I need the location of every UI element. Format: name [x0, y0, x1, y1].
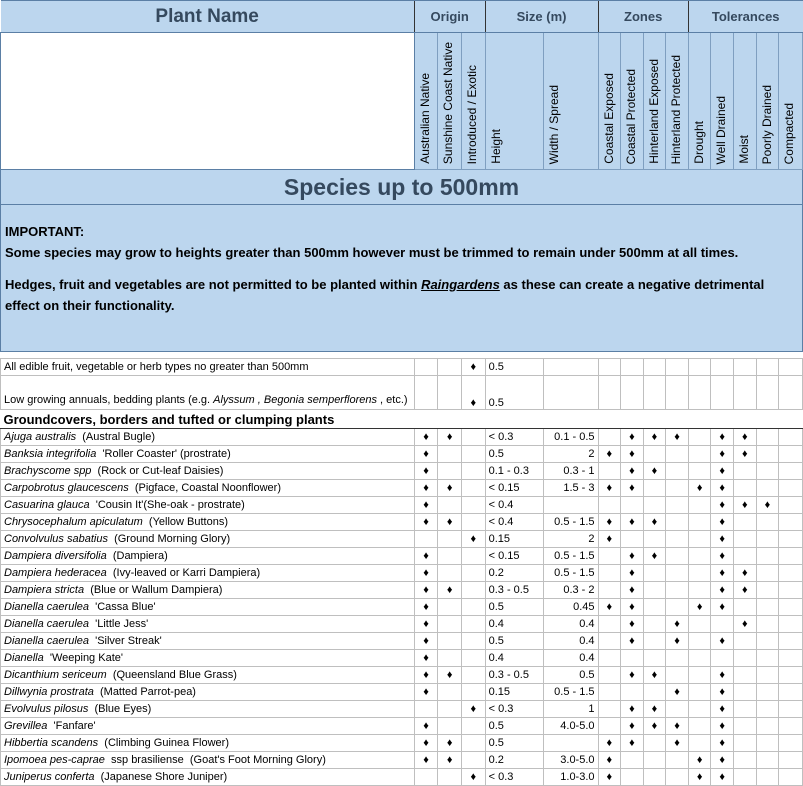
marker-cell: ♦: [711, 565, 734, 582]
column-header: Compacted: [779, 33, 803, 170]
marker-cell: ♦: [414, 684, 438, 701]
plant-row: [1, 616, 803, 633]
marker-cell: ♦: [414, 446, 438, 463]
marker-cell: ♦: [461, 701, 485, 718]
height-cell: 0.1 - 0.3: [485, 463, 544, 480]
width-cell: 0.5 - 1.5: [544, 514, 598, 531]
height-cell: < 0.3: [485, 701, 544, 718]
marker-cell: ♦: [414, 650, 438, 667]
plant-row: [1, 531, 803, 548]
column-header: Introduced / Exotic: [461, 33, 485, 170]
width-cell: 1.0-3.0: [544, 769, 598, 786]
column-header: Coastal Exposed: [598, 33, 621, 170]
marker-cell: ♦: [711, 701, 734, 718]
marker-cell: ♦: [414, 735, 438, 752]
marker-cell: ♦: [461, 531, 485, 548]
marker-cell: ♦: [711, 480, 734, 497]
tolerances-group-header: Tolerances: [688, 1, 802, 33]
width-cell: 0.4: [544, 650, 598, 667]
marker-cell: ♦: [711, 752, 734, 769]
plant-name-cell: Carpobrotus glaucescens (Pigface, Coastal Noonflower): [1, 480, 415, 497]
plant-name-cell: Ipomoea pes-caprae ssp brasiliense (Goat's Foot Morning Glory): [1, 752, 415, 769]
width-cell: 2: [544, 446, 598, 463]
marker-cell: ♦: [414, 463, 438, 480]
height-cell: 0.4: [485, 650, 544, 667]
marker-cell: ♦: [598, 599, 621, 616]
general-row: [1, 359, 803, 376]
plant-name-cell: Dillwynia prostrata (Matted Parrot-pea): [1, 684, 415, 701]
marker-cell: ♦: [711, 769, 734, 786]
notice-line-1: Some species may grow to heights greater than 500mm however must be trimmed to remain under 500mm at all times.: [5, 245, 739, 260]
marker-cell: ♦: [711, 548, 734, 565]
width-cell: 1.5 - 3: [544, 480, 598, 497]
marker-cell: ♦: [688, 769, 711, 786]
plant-row: [1, 752, 803, 769]
plant-row: [1, 769, 803, 786]
plant-name-cell: Dianella caerulea 'Silver Streak': [1, 633, 415, 650]
marker-cell: ♦: [621, 735, 644, 752]
width-cell: [544, 497, 598, 514]
marker-cell: ♦: [621, 616, 644, 633]
plant-row: [1, 633, 803, 650]
height-cell: 0.5: [485, 633, 544, 650]
height-cell: 0.5: [485, 446, 544, 463]
marker-cell: ♦: [598, 752, 621, 769]
plant-name-cell: Grevillea 'Fanfare': [1, 718, 415, 735]
marker-cell: ♦: [438, 514, 462, 531]
marker-cell: ♦: [666, 735, 689, 752]
marker-cell: ♦: [643, 463, 666, 480]
marker-cell: ♦: [643, 429, 666, 446]
marker-cell: ♦: [621, 548, 644, 565]
marker-cell: ♦: [414, 667, 438, 684]
marker-cell: ♦: [666, 616, 689, 633]
marker-cell: ♦: [643, 667, 666, 684]
plant-row: [1, 429, 803, 446]
width-cell: 0.4: [544, 616, 598, 633]
plant-name-cell: Dampiera diversifolia (Dampiera): [1, 548, 415, 565]
height-cell: < 0.3: [485, 769, 544, 786]
height-cell: 0.2: [485, 752, 544, 769]
marker-cell: ♦: [711, 463, 734, 480]
marker-cell: ♦: [438, 735, 462, 752]
marker-cell: ♦: [688, 752, 711, 769]
height-cell: 0.3 - 0.5: [485, 667, 544, 684]
plant-name-cell: Convolvulus sabatius (Ground Morning Glory): [1, 531, 415, 548]
marker-cell: ♦: [414, 616, 438, 633]
marker-cell: ♦: [643, 548, 666, 565]
plant-row: [1, 582, 803, 599]
marker-cell: ♦: [711, 446, 734, 463]
plant-name-header: Plant Name: [1, 1, 415, 33]
height-cell: 0.5: [485, 376, 544, 410]
width-cell: [544, 359, 598, 376]
zones-group-header: Zones: [598, 1, 688, 33]
width-cell: [544, 376, 598, 410]
origin-group-header: Origin: [414, 1, 485, 33]
marker-cell: ♦: [621, 480, 644, 497]
marker-cell: ♦: [621, 565, 644, 582]
column-header: Poorly Drained: [756, 33, 779, 170]
marker-cell: ♦: [598, 514, 621, 531]
marker-cell: ♦: [711, 429, 734, 446]
column-header-row: [1, 33, 803, 170]
plant-row: [1, 735, 803, 752]
height-cell: 0.5: [485, 359, 544, 376]
marker-cell: ♦: [688, 599, 711, 616]
marker-cell: ♦: [438, 752, 462, 769]
height-cell: 0.15: [485, 531, 544, 548]
section-title: Species up to 500mm: [1, 170, 803, 205]
column-header: Drought: [688, 33, 711, 170]
notice-line-2: Hedges, fruit and vegetables are not permitted to be planted within Raingardens as these can create a negative detrimental effect on their functionality.: [5, 277, 765, 313]
width-cell: 2: [544, 531, 598, 548]
plant-name-cell: All edible fruit, vegetable or herb types no greater than 500mm: [1, 359, 415, 376]
plant-row: [1, 650, 803, 667]
column-header: Width / Spread: [544, 33, 598, 170]
marker-cell: ♦: [711, 531, 734, 548]
marker-cell: ♦: [711, 718, 734, 735]
height-cell: 0.3 - 0.5: [485, 582, 544, 599]
marker-cell: ♦: [438, 582, 462, 599]
marker-cell: ♦: [688, 480, 711, 497]
height-cell: < 0.15: [485, 480, 544, 497]
plant-name-cell: Banksia integrifolia 'Roller Coaster' (prostrate): [1, 446, 415, 463]
marker-cell: ♦: [414, 718, 438, 735]
marker-cell: ♦: [461, 376, 485, 410]
marker-cell: ♦: [711, 667, 734, 684]
width-cell: 0.1 - 0.5: [544, 429, 598, 446]
height-cell: 0.5: [485, 599, 544, 616]
marker-cell: ♦: [643, 718, 666, 735]
marker-cell: ♦: [414, 429, 438, 446]
plant-row: [1, 514, 803, 531]
marker-cell: ♦: [598, 735, 621, 752]
plant-name-cell: Dianella caerulea 'Cassa Blue': [1, 599, 415, 616]
width-cell: 1: [544, 701, 598, 718]
marker-cell: ♦: [598, 769, 621, 786]
marker-cell: ♦: [756, 497, 779, 514]
marker-cell: ♦: [414, 480, 438, 497]
group-heading: Groundcovers, borders and tufted or clumping plants: [1, 410, 803, 429]
marker-cell: ♦: [414, 582, 438, 599]
marker-cell: ♦: [414, 752, 438, 769]
width-cell: 3.0-5.0: [544, 752, 598, 769]
marker-cell: ♦: [643, 514, 666, 531]
marker-cell: ♦: [666, 684, 689, 701]
marker-cell: ♦: [621, 514, 644, 531]
marker-cell: ♦: [461, 769, 485, 786]
marker-cell: ♦: [711, 599, 734, 616]
height-cell: < 0.4: [485, 514, 544, 531]
column-header: Australian Native: [414, 33, 438, 170]
plant-name-cell: Casuarina glauca 'Cousin It'(She-oak - prostrate): [1, 497, 415, 514]
width-cell: 0.3 - 1: [544, 463, 598, 480]
raingardens-term: Raingardens: [421, 277, 500, 292]
height-cell: 0.5: [485, 735, 544, 752]
width-cell: 4.0-5.0: [544, 718, 598, 735]
width-cell: 0.4: [544, 633, 598, 650]
marker-cell: ♦: [621, 582, 644, 599]
height-cell: 0.4: [485, 616, 544, 633]
marker-cell: ♦: [621, 718, 644, 735]
marker-cell: ♦: [643, 701, 666, 718]
marker-cell: ♦: [414, 497, 438, 514]
marker-cell: ♦: [734, 429, 757, 446]
plant-row: [1, 667, 803, 684]
plant-name-cell: Hibbertia scandens (Climbing Guinea Flower): [1, 735, 415, 752]
plant-name-cell: Dampiera hederacea (Ivy-leaved or Karri Dampiera): [1, 565, 415, 582]
column-header: Hinterland Exposed: [643, 33, 666, 170]
marker-cell: ♦: [414, 565, 438, 582]
marker-cell: ♦: [621, 701, 644, 718]
marker-cell: ♦: [711, 514, 734, 531]
marker-cell: ♦: [711, 735, 734, 752]
plant-row: [1, 599, 803, 616]
height-cell: 0.5: [485, 718, 544, 735]
marker-cell: ♦: [621, 446, 644, 463]
size-group-header: Size (m): [485, 1, 598, 33]
marker-cell: ♦: [414, 599, 438, 616]
marker-cell: ♦: [621, 633, 644, 650]
plant-name-cell: Dicanthium sericeum (Queensland Blue Grass): [1, 667, 415, 684]
marker-cell: ♦: [621, 429, 644, 446]
plant-row: [1, 446, 803, 463]
marker-cell: ♦: [414, 548, 438, 565]
marker-cell: ♦: [438, 480, 462, 497]
column-header: Hinterland Protected: [666, 33, 689, 170]
plant-name-cell: Chrysocephalum apiculatum (Yellow Buttons): [1, 514, 415, 531]
marker-cell: ♦: [711, 582, 734, 599]
plant-row: [1, 718, 803, 735]
marker-cell: ♦: [621, 463, 644, 480]
plant-name-cell: Evolvulus pilosus (Blue Eyes): [1, 701, 415, 718]
marker-cell: ♦: [438, 667, 462, 684]
height-cell: 0.15: [485, 684, 544, 701]
marker-cell: ♦: [598, 531, 621, 548]
plant-row: [1, 480, 803, 497]
marker-cell: ♦: [598, 480, 621, 497]
plant-name-cell: Juniperus conferta (Japanese Shore Juniper): [1, 769, 415, 786]
width-cell: 0.3 - 2: [544, 582, 598, 599]
width-cell: 0.5 - 1.5: [544, 548, 598, 565]
height-cell: < 0.15: [485, 548, 544, 565]
marker-cell: ♦: [734, 565, 757, 582]
marker-cell: ♦: [711, 497, 734, 514]
marker-cell: ♦: [414, 633, 438, 650]
header-blank-cell: [1, 33, 415, 170]
plant-name-cell: Brachyscome spp (Rock or Cut-leaf Daisies): [1, 463, 415, 480]
height-cell: < 0.3: [485, 429, 544, 446]
plant-name-cell: Dianella caerulea 'Little Jess': [1, 616, 415, 633]
marker-cell: ♦: [414, 514, 438, 531]
plant-name-cell: Low growing annuals, bedding plants (e.g. Alyssum , Begonia semperflorens , etc.): [1, 376, 415, 410]
marker-cell: ♦: [438, 429, 462, 446]
marker-cell: ♦: [621, 599, 644, 616]
width-cell: 0.5 - 1.5: [544, 565, 598, 582]
important-notice: [1, 205, 803, 352]
plant-name-cell: Dianella 'Weeping Kate': [1, 650, 415, 667]
marker-cell: ♦: [734, 497, 757, 514]
marker-cell: ♦: [711, 684, 734, 701]
height-cell: 0.2: [485, 565, 544, 582]
width-cell: [544, 735, 598, 752]
height-cell: < 0.4: [485, 497, 544, 514]
column-header: Height: [485, 33, 544, 170]
marker-cell: ♦: [666, 718, 689, 735]
plant-row: [1, 463, 803, 480]
width-cell: 0.45: [544, 599, 598, 616]
width-cell: 0.5: [544, 667, 598, 684]
plant-row: [1, 701, 803, 718]
plant-row: [1, 548, 803, 565]
marker-cell: ♦: [711, 633, 734, 650]
marker-cell: ♦: [598, 446, 621, 463]
plant-name-cell: Ajuga australis (Austral Bugle): [1, 429, 415, 446]
plant-name-cell: Dampiera stricta (Blue or Wallum Dampiera): [1, 582, 415, 599]
marker-cell: ♦: [734, 446, 757, 463]
column-header: Well Drained: [711, 33, 734, 170]
marker-cell: ♦: [666, 429, 689, 446]
plant-row: [1, 684, 803, 701]
column-header: Sunshine Coast Native: [438, 33, 462, 170]
plant-row: [1, 565, 803, 582]
column-header: Coastal Protected: [621, 33, 644, 170]
marker-cell: ♦: [734, 616, 757, 633]
marker-cell: ♦: [461, 359, 485, 376]
marker-cell: ♦: [666, 633, 689, 650]
marker-cell: ♦: [621, 667, 644, 684]
general-row: [1, 376, 803, 410]
column-header: Moist: [734, 33, 757, 170]
notice-heading: IMPORTANT:: [5, 224, 85, 239]
width-cell: 0.5 - 1.5: [544, 684, 598, 701]
plant-row: [1, 497, 803, 514]
marker-cell: ♦: [734, 582, 757, 599]
